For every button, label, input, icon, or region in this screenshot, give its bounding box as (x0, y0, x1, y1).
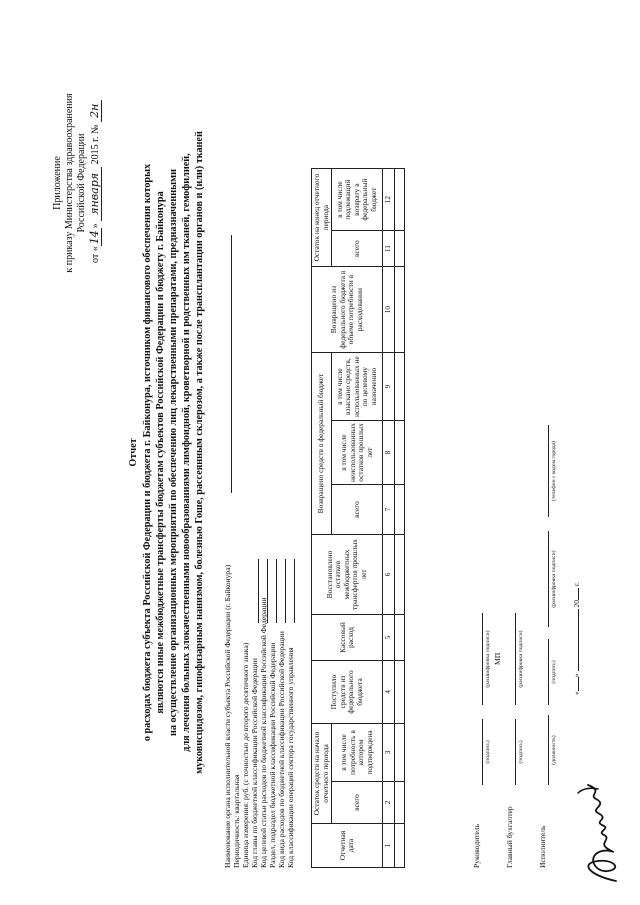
meta-target-code: Код целевой статьи расходов по бюджетной классификации Российской Федерации (259, 597, 268, 868)
header-begin-total: всего (332, 782, 383, 824)
header-returned-total: всего (332, 485, 383, 535)
date-year-prefix: 20 (572, 600, 581, 608)
header-returned-unused: в том числе неиспользованных остатков прошлых лет (332, 421, 383, 485)
head-decoding-caption: (расшифровка подписи) (485, 630, 491, 688)
report-heading: Отчет (128, 438, 139, 467)
col-number: 11 (383, 231, 395, 267)
date-day: 14 (88, 230, 101, 245)
head-signature-caption: (подпись) (485, 740, 491, 764)
executor-position-caption: (должность) (551, 735, 557, 765)
accountant-signature-line (515, 719, 516, 785)
col-number: 4 (383, 661, 395, 724)
title-line-5: муковисцидозом, гипофизарным нанизмом, болезнью Гоше, рассеянным склерозом, а также после трансплантации органов и (или) тканей (194, 131, 205, 774)
col-number: 2 (383, 782, 395, 824)
date-prefix: от « (90, 246, 101, 263)
handwritten-signature (568, 775, 628, 885)
executor-position-line (548, 715, 549, 785)
appendix-date (89, 100, 102, 263)
meta-operations-code: Код классификации операций сектора государственного управления (286, 647, 295, 868)
meta-periodicity: Периодичность: квартальная (232, 774, 241, 868)
col-number: 5 (383, 615, 395, 661)
header-restored: Восстановлено остатков межбюджетных трансфертов прошлых лет (312, 535, 383, 615)
accountant-label: Главный бухгалтер (505, 806, 514, 868)
date-mid: » (90, 223, 101, 229)
appendix-line-2: к приказу Министерства здравоохранения (64, 93, 75, 273)
head-decoding-line (482, 613, 483, 705)
executor-signature-line (548, 639, 549, 705)
header-report-date: Отчетная дата (312, 824, 383, 868)
col-number: 1 (383, 824, 395, 868)
date-close-quote: » (572, 673, 581, 678)
table-empty-row (395, 169, 405, 868)
header-received: Поступило средств из федерального бюджета (312, 661, 383, 724)
table-header-row-1 (312, 169, 332, 868)
meta-operations-fill (294, 559, 295, 623)
executor-label: Исполнитель (538, 825, 547, 868)
meta-chapter-code: Код главы по бюджетной классификации Российской Федерации (250, 658, 259, 868)
appendix-line-3: Российской Федерации (76, 133, 87, 233)
meta-unit: Единица измерения: руб. (с точностью до второго десятичного знака) (241, 642, 250, 868)
title-line-3: на осуществление организационных мероприятий по обеспечению лиц лекарственными препаратами, предназначенными (168, 169, 179, 736)
header-returned-need: Возвращено из федерального бюджета в объеме потребности в расходовании (312, 267, 383, 353)
meta-section-fill (276, 559, 277, 623)
date-year-suffix: г. (572, 581, 581, 587)
header-end-to-return: в том числе подлежащий возврату в федеральный бюджет (332, 169, 383, 231)
table-column-numbers-row (383, 169, 395, 868)
col-number: 7 (383, 485, 395, 535)
header-rest-begin: Остаток средств на начало отчетного периода (312, 724, 332, 824)
appendix-line-1: Приложение (52, 156, 63, 210)
accountant-signature-caption: (подпись) (518, 740, 524, 764)
col-number: 3 (383, 724, 395, 782)
accountant-decoding-line (515, 613, 516, 705)
signing-date (572, 582, 581, 695)
executor-decoding-line (548, 531, 549, 627)
col-number: 10 (383, 267, 395, 353)
header-begin-need-confirmed: в том числе потребность в котором подтверждена (332, 724, 383, 782)
date-number: 2н (88, 100, 102, 122)
meta-expense-kind-fill (285, 559, 286, 623)
meta-organ-fill (231, 235, 232, 493)
accountant-decoding-caption: (расшифровка подписи) (518, 630, 524, 688)
executor-signature-caption: (подпись) (551, 660, 557, 684)
executor-phone-caption: (телефон с кодом города) (551, 441, 557, 501)
meta-expense-kind-code: Код вида расходов по бюджетной классификации Российской Федерации (277, 631, 286, 868)
title-line-2: являются иные межбюджетные трансферты бюджетам субъектов Российской Федерации и бюджету г. Байконура (155, 191, 166, 714)
head-label: Руководитель (472, 823, 481, 868)
meta-section-code: Раздел, подраздел бюджетной классификации Российской Федерации (268, 642, 277, 868)
title-line-1: о расходах бюджета субъекта Российской Федерации и бюджета г. Байконура, источником финансового обеспечения которых (142, 163, 153, 742)
header-rest-end: Остаток на конец отчетного периода (312, 169, 332, 267)
meta-target-fill (267, 559, 268, 623)
col-number: 8 (383, 421, 395, 485)
date-month: января (88, 167, 102, 221)
col-number: 6 (383, 535, 395, 615)
date-year: 2015 г. № (90, 124, 101, 165)
header-cash-expense: Кассовый расход (312, 615, 383, 661)
report-table (311, 168, 405, 868)
header-end-total: всего (332, 231, 383, 267)
date-open-quote: « (572, 691, 581, 695)
title-line-4: для лечения больных злокачественными новообразованиями лимфоидной, кроветворной и родственных им тканей, гемофилией, (181, 153, 192, 752)
stamp-mp: МП (493, 652, 502, 665)
executor-phone-line (548, 425, 549, 517)
col-number: 12 (383, 169, 395, 231)
header-returned-federal: Возвращено средств в федеральный бюджет (312, 353, 332, 535)
executor-decoding-caption: (расшифровка подписи) (551, 550, 557, 608)
col-number: 9 (383, 353, 395, 421)
header-returned-recovered: в том числе взыскано средств, использованных не по целевому назначению (332, 353, 383, 421)
head-signature-line (482, 719, 483, 785)
meta-organ: Наименование органа исполнительной власти субъекта Российской Федерации (г. Байконура) (223, 564, 232, 868)
